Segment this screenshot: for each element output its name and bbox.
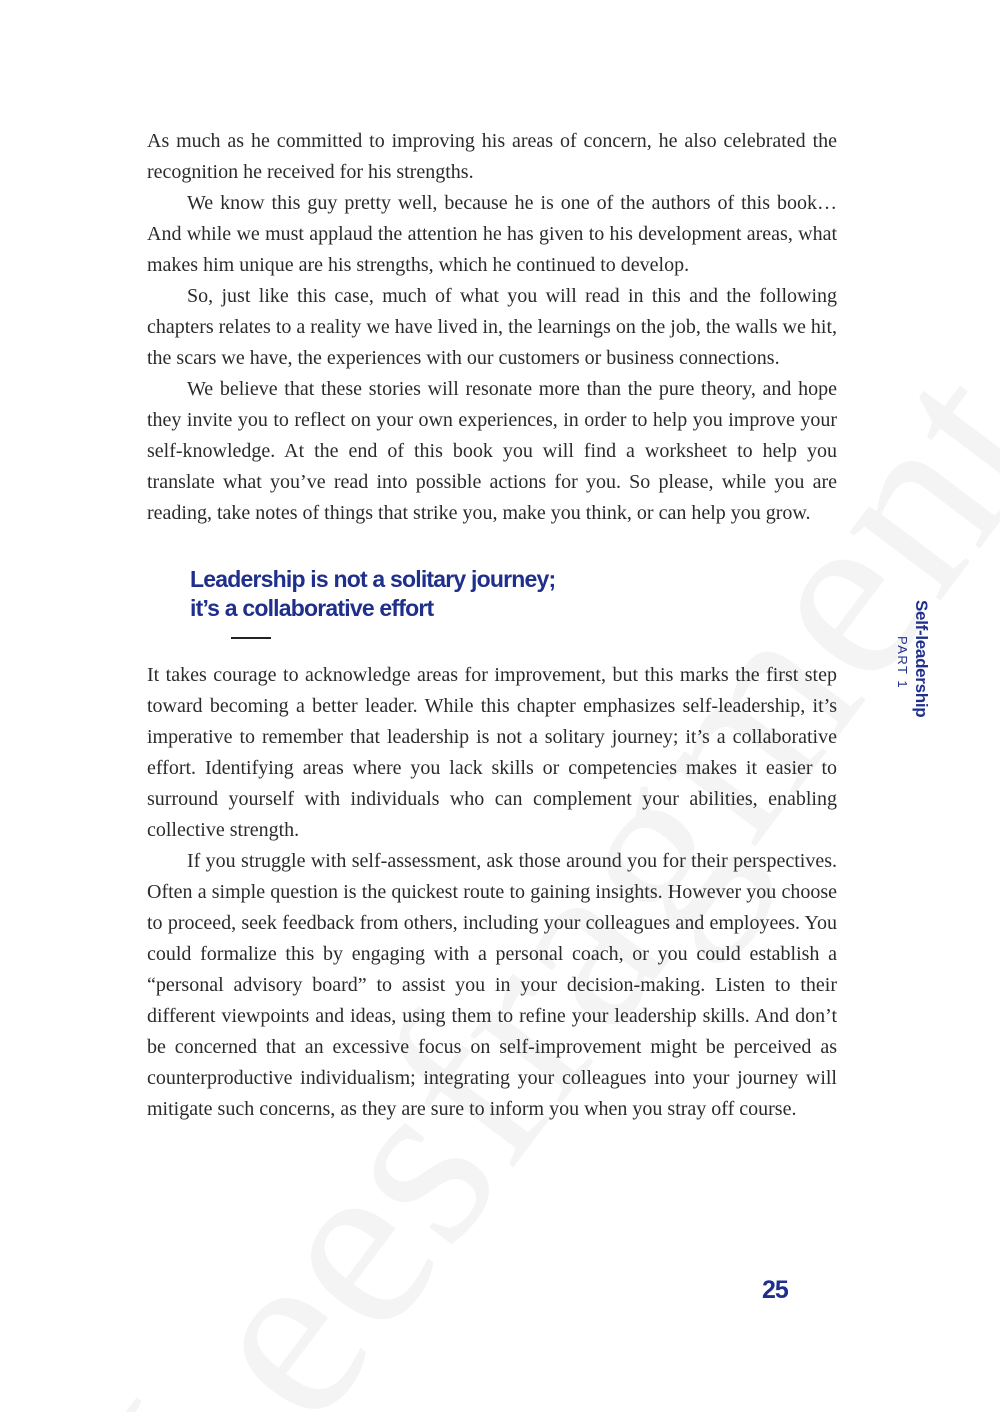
part-side-tab bbox=[893, 600, 931, 740]
part-label: PART 1 bbox=[895, 636, 910, 690]
heading-divider bbox=[231, 637, 271, 639]
section-heading bbox=[190, 565, 837, 623]
section-heading-line: it’s a collaborative effort bbox=[190, 595, 434, 621]
section-heading-line: Leadership is not a solitary journey; bbox=[190, 566, 556, 592]
paragraph: As much as he committed to improving his areas of concern, he also celebrated the recognition he received for his strengths. bbox=[147, 130, 837, 183]
paragraph: If you struggle with self-assessment, ask those around you for their perspectives. Often a simple question is the quickest route to gaining insights. However you choose to proceed, seek feedback from others, including your colleagues and employees. You could formalize this by engaging with a personal coach, or you could establish a “personal advisory board” to assist you in your decision-making. Listen to their different viewpoints and ideas, using them to refine your leadership skills. And don’t be concerned that an excessive focus on self-improvement might be perceived as counterproductive individualism; integrating your colleagues into your journey will mitigate such concerns, as they are sure to inform you when you stray off course. bbox=[147, 850, 837, 1120]
page-number: 25 bbox=[762, 1276, 788, 1304]
paragraph: We know this guy pretty well, because he is one of the authors of this book… And while we must applaud the attention he has given to his development areas, what makes him unique are his strengths, which he continued to develop. bbox=[147, 192, 837, 276]
paragraph: We believe that these stories will resonate more than the pure theory, and hope they invite you to reflect on your own experiences, in order to help you improve your self-knowledge. At the end of this book you will find a worksheet to help you translate what you’ve read into possible actions for you. So please, while you are reading, take notes of things that strike you, make you think, or can help you grow. bbox=[147, 378, 837, 524]
part-title: Self-leadership bbox=[912, 600, 931, 718]
paragraph: So, just like this case, much of what you will read in this and the following chapters relates to a reality we have lived in, the learnings on the job, the walls we hit, the scars we have, the experiences with our customers or business connections. bbox=[147, 285, 837, 369]
page-body bbox=[147, 126, 837, 1125]
paragraph: It takes courage to acknowledge areas for improvement, but this marks the first step toward becoming a better leader. While this chapter emphasizes self-leadership, it’s imperative to remember that leadership is not a solitary journey; it’s a collaborative effort. Identifying areas where you lack skills or competencies makes it easier to surround yourself with individuals who can complement your abilities, enabling collective strength. bbox=[147, 664, 837, 841]
